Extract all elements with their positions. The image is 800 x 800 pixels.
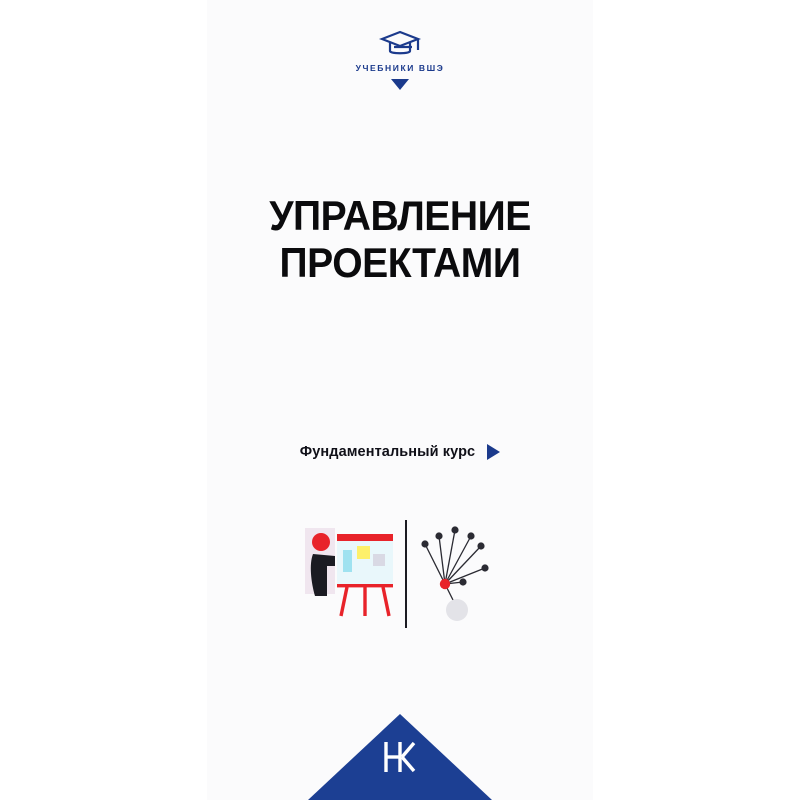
subtitle-text: Фундаментальный курс: [299, 444, 476, 460]
cover-illustration: [303, 520, 503, 630]
book-title: [207, 192, 593, 286]
publisher-label: УЧЕБНИКИ ВШЭ: [355, 63, 445, 73]
hse-logo-icon: [380, 738, 420, 776]
hse-graduation-cap-icon: [378, 30, 422, 60]
title-line-2: ПРОЕКТАМИ: [279, 238, 521, 286]
publisher-mark: [207, 30, 593, 90]
illustration-divider: [405, 520, 407, 628]
bottom-logo-mark: [207, 714, 593, 800]
triangle-right-icon: [487, 444, 500, 460]
network-nodes-icon: [419, 522, 499, 632]
book-subtitle: [207, 444, 593, 460]
title-line-1: УПРАВЛЕНИЕ: [269, 192, 531, 239]
triangle-down-icon: [391, 79, 409, 90]
cover-page: [207, 0, 593, 800]
presenter-at-flipchart-icon: [303, 520, 403, 630]
